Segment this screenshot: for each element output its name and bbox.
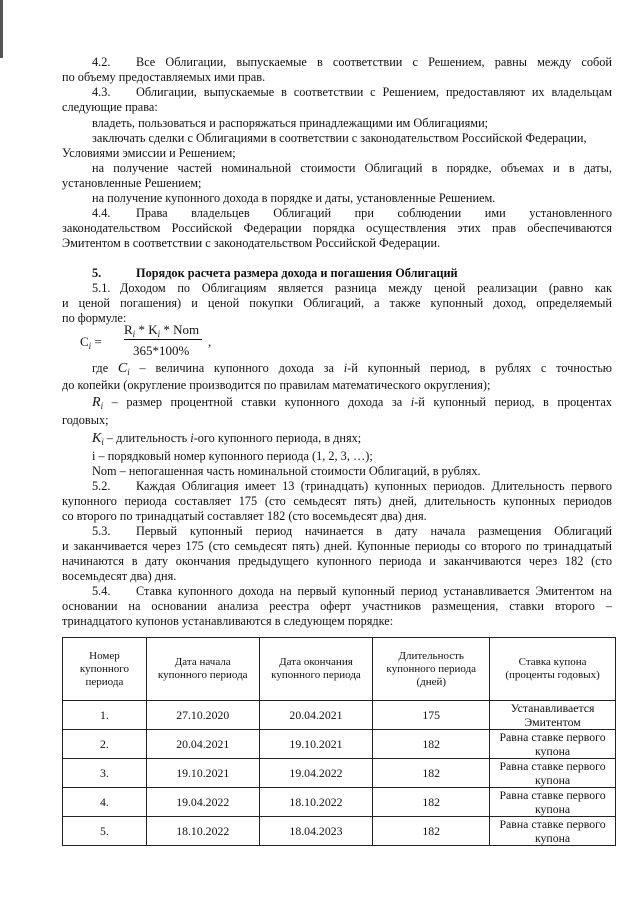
fraction-bar [124,339,202,340]
def-r-line1: $R_i$ – размер процентной ставки купонного дохода за i-й купонный период, в процентах [92,395,612,411]
table-row [63,730,616,759]
cell-duration: 182 [373,730,490,759]
cell-end: 18.04.2023 [259,817,373,846]
cell-start: 20.04.2021 [146,730,259,759]
def-c-line2: до копейки (округление производится по правилам математического округления); [62,378,491,392]
clause-5-3-line2: и заканчивается через 175 (сто семьдесят пять) дней. Купонные периоды со второго по тринадцатый [62,539,612,553]
cell-duration: 182 [373,759,490,788]
header-start-date: Дата начала купонного периода [146,638,259,701]
clause-5-3-line1: 5.3. Первый купонный период начинается в дату начала размещения Облигаций [92,524,612,538]
cell-rate: Равна ставке первого купона [490,759,616,788]
table-row [63,759,616,788]
page-edge-mark [0,0,3,58]
table-row [63,817,616,846]
formula-denominator: 365*100% [133,343,190,358]
cell-end: 20.04.2021 [259,701,373,730]
cell-period: 4. [63,788,147,817]
right-2-line2: Условиями эмиссии и Решением; [62,146,236,160]
clause-4-3-line2: следующие права: [62,100,158,114]
clause-5-3-line4: восемьдесят два) дня. [62,569,177,583]
right-1: владеть, пользоваться и распоряжаться принадлежащими им Облигациями; [92,116,489,130]
cell-end: 18.10.2022 [259,788,373,817]
clause-5-2-line2: купонного периода составляет 175 (сто семьдесят пять) дней, длительность купонных периодов [62,494,612,508]
clause-4-4-line1: 4.4. Права владельцев Облигаций при соблюдении ими установленного [92,206,612,220]
def-r-line2: годовых; [62,413,109,427]
clause-5-4-line1: 5.4. Ставка купонного дохода на первый купонный период устанавливается Эмитентом на [92,584,612,598]
clause-4-2-line2: по объему предоставляемых ими прав. [62,70,266,84]
clause-5-3-line3: начинаются в дату окончания предыдущего купонного периода и заканчиваются через 182 (сто [62,554,612,568]
cell-start: 19.04.2022 [146,788,259,817]
cell-period: 3. [63,759,147,788]
clause-5-2-line1: 5.2. Каждая Облигация имеет 13 (тринадцать) купонных периодов. Длительность первого [92,479,612,493]
cell-period: 1. [63,701,147,730]
cell-rate: Равна ставке первого купона [490,730,616,759]
clause-4-2-line1: 4.2. Все Облигации, выпускаемые в соответствии с Решением, равны между собой [92,55,612,69]
cell-period: 5. [63,817,147,846]
def-i: i – порядковый номер купонного периода (1, 2, 3, …); [92,449,373,463]
cell-rate: Равна ставке первого купона [490,817,616,846]
coupon-table [62,637,616,846]
cell-rate: Устанавливается Эмитентом [490,701,616,730]
table-header-row [63,638,616,701]
clause-5-2-line3: со второго по тринадцатый составляет 182 (сто восемьдесят два) дня. [62,509,427,523]
clause-5-1-line3: по формуле: [62,311,127,325]
clause-4-3-line1: 4.3. Облигации, выпускаемые в соответствии с Решением, предоставляют их владельцам [92,85,612,99]
section-5-heading: 5. Порядок расчета размера дохода и погашения Облигаций [92,266,458,280]
formula-numerator: $R_i * K_i$ * Nom [124,322,200,339]
clause-4-4-line2: законодательством Российской Федерации порядка осуществления этих прав обеспечиваются [62,221,612,235]
table-row [63,701,616,730]
cell-duration: 175 [373,701,490,730]
clause-4-4-line3: Эмитентом в соответствии с законодательством Российской Федерации. [62,236,441,250]
cell-start: 27.10.2020 [146,701,259,730]
def-k: $K_i$ – длительность i-ого купонного периода, в днях; [92,431,362,447]
def-c-line1: где $C_i$ – величина купонного дохода за i-й купонный период, в рублях с точностью [92,361,612,377]
right-3-line1: на получение частей номинальной стоимости Облигаций в порядке, объемах и в даты, [92,161,612,175]
clause-5-4-line2: основании на основании анализа реестра оферт участников размещения, ставки второго – [62,599,612,613]
cell-duration: 182 [373,817,490,846]
cell-start: 18.10.2022 [146,817,259,846]
right-3-line2: установленные Решением; [62,176,202,190]
def-nom: Nom – непогашенная часть номинальной стоимости Облигаций, в рублях. [92,464,481,478]
right-2-line1: заключать сделки с Облигациями в соответствии с законодательством Российской Федерации, [92,131,587,145]
header-duration: Длительность купонного периода (дней) [373,638,490,701]
clause-5-1-line2: и ценой погашения) и ценой покупки Облигаций, а также купонный доход, определяемый [62,296,612,310]
clause-5-4-line3: тринадцатого купонов устанавливаются в следующем порядке: [62,614,394,628]
cell-start: 19.10.2021 [146,759,259,788]
cell-period: 2. [63,730,147,759]
formula-lhs: $C_i$ = [80,334,102,351]
header-coupon-rate: Ставка купона (проценты годовых) [490,638,616,701]
cell-duration: 182 [373,788,490,817]
header-period-number: Номер купонного периода [63,638,147,701]
header-end-date: Дата окончания купонного периода [259,638,373,701]
right-4: на получение купонного дохода в порядке и даты, установленные Решением. [92,191,496,205]
table-row [63,788,616,817]
cell-rate: Равна ставке первого купона [490,788,616,817]
clause-5-1-line1: 5.1. Доходом по Облигациям является разница между ценой реализации (равно как [92,281,612,295]
formula-comma: , [208,334,212,349]
cell-end: 19.04.2022 [259,759,373,788]
cell-end: 19.10.2021 [259,730,373,759]
coupon-formula [80,322,220,362]
